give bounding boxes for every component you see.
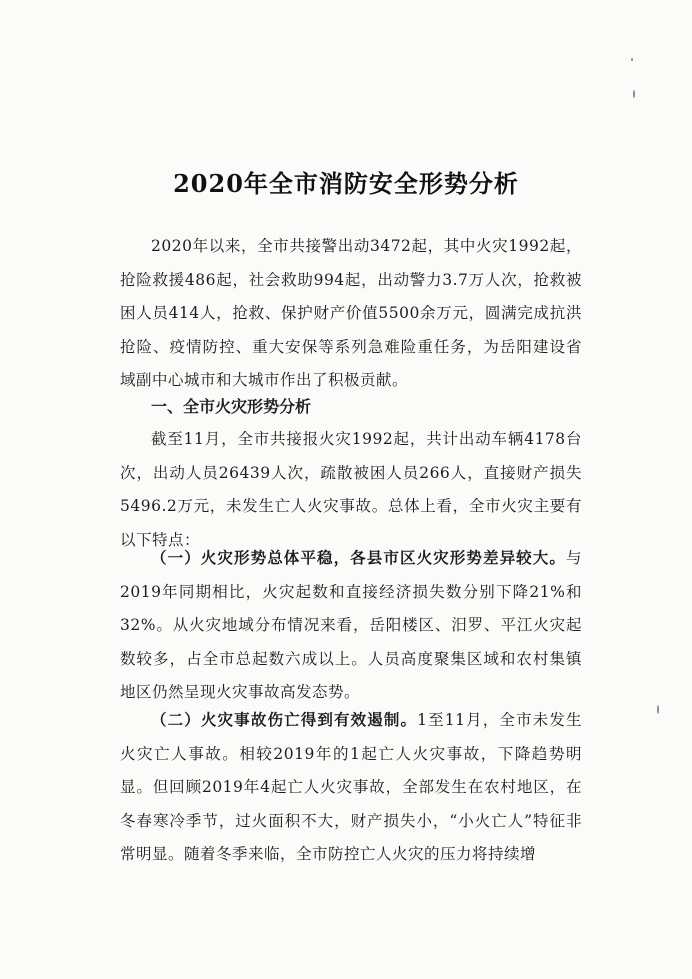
point2-heading: （二）火灾事故伤亡得到有效遏制。: [151, 710, 418, 729]
point1-paragraph: [120, 541, 582, 710]
scan-speck: [657, 705, 659, 714]
section-heading: 一、全市火灾形势分析: [151, 397, 312, 416]
point1-body: 与2019年同期相比，火灾起数和直接经济损失数分别下降21%和32%。从火灾地域分布情况来看，岳阳楼区、汨罗、平江火灾起数较多，占全市总起数六成以上。人员高度聚集区域和农村集镇地区仍然呈现火灾事故高发态势。: [120, 549, 582, 702]
section1-paragraph: 截至11月，全市共接报火灾1992起，共计出动车辆4178台次，出动人员26439人次，疏散被困人员266人，直接财产损失5496.2万元，未发生亡人火灾事故。总体上看，全市火灾主要有以下特点：: [120, 430, 582, 549]
scan-speck: [633, 90, 635, 98]
point2-paragraph: [120, 703, 582, 872]
document-title: 2020年全市消防安全形势分析: [173, 169, 519, 198]
intro-paragraph: 2020年以来，全市共接警出动3472起，其中火灾1992起，抢险救援486起，社会救助994起，出动警力3.7万人次，抢救被困人员414人，抢救、保护财产价值5500余万元，圆满完成抗洪抢险、疫情防控、重大安保等系列急难险重任务，为岳阳建设省域副中心城市和大城市作出了积极贡献。: [120, 237, 582, 390]
scan-speck: [631, 58, 633, 61]
point2-body: 1至11月，全市未发生火灾亡人事故。相较2019年的1起亡人火灾事故，下降趋势明显。但回顾2019年4起亡人火灾事故，全部发生在农村地区，在冬春寒冷季节，过火面积不大，财产损失小，“小火亡人”特征非常明显。随着冬季来临，全市防控亡人火灾的压力将持续增: [120, 711, 582, 864]
point1-heading: （一）火灾形势总体平稳，各县市区火灾形势差异较大。: [151, 548, 566, 567]
